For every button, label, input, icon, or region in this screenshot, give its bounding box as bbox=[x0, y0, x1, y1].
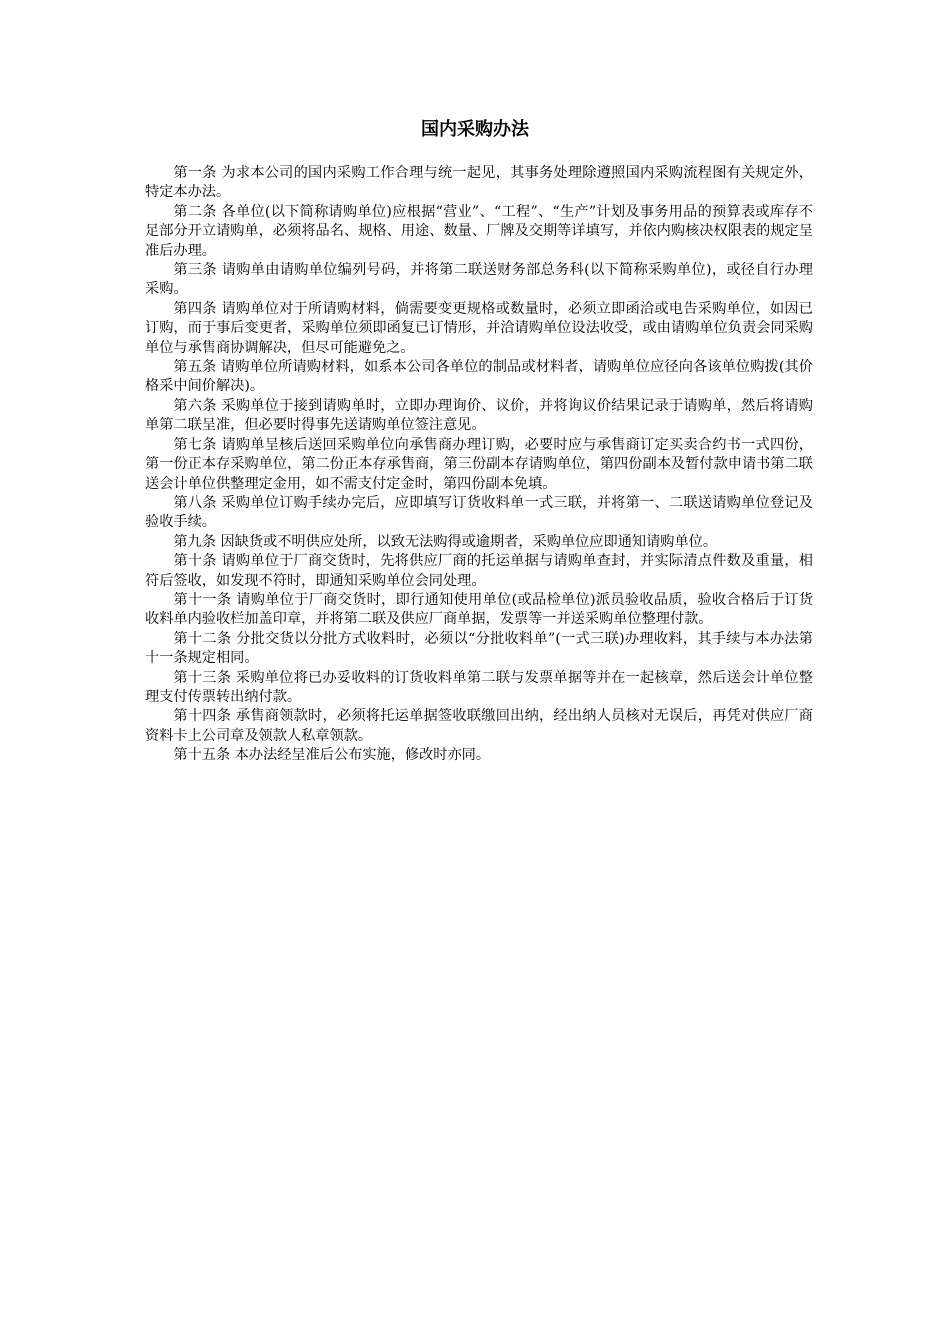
article-7: 第七条 请购单呈核后送回采购单位向承售商办理订购，必要时应与承售商订定买卖合约书一式四份，第一份正本存采购单位，第二份正本存承售商，第三份副本存请购单位，第四份副本及暂付款申请书第二联送会计单位供整理定金用，如不需支付定金时，第四份副本免填。 bbox=[145, 436, 813, 492]
document-body bbox=[145, 164, 813, 766]
article-8: 第八条 采购单位订购手续办完后，应即填写订货收料单一式三联，并将第一、二联送请购单位登记及验收手续。 bbox=[145, 494, 813, 531]
article-10: 第十条 请购单位于厂商交货时，先将供应厂商的托运单据与请购单查封，并实际清点件数及重量，相符后签收，如发现不符时，即通知采购单位会同处理。 bbox=[145, 553, 813, 589]
article-15: 第十五条 本办法经呈准后公布实施，修改时亦同。 bbox=[173, 747, 491, 764]
article-2: 第二条 各单位(以下简称请购单位)应根据“营业”、“工程”、“生产”计划及事务用品的预算表或库存不足部分开立请购单，必须将品名、规格、用途、数量、厂牌及交期等详填写，并依内购核决权限表的规定呈准后办理。 bbox=[145, 203, 813, 259]
article-6: 第六条 采购单位于接到请购单时，立即办理询价、议价，并将询议价结果记录于请购单，然后将请购单第二联呈准，但必要时得事先送请购单位签注意见。 bbox=[145, 397, 813, 434]
article-12: 第十二条 分批交货以分批方式收料时，必须以“分批收料单”(一式三联)办理收料，其手续与本办法第十一条规定相同。 bbox=[145, 630, 813, 667]
article-4: 第四条 请购单位对于所请购材料，倘需要变更规格或数量时，必须立即函洽或电告采购单位，如因已订购，而于事后变更者，采购单位须即函复已订情形，并洽请购单位设法收受，或由请购单位负责会同采购单位与承售商协调解决，但尽可能避免之。 bbox=[145, 300, 813, 356]
document-title: 国内采购办法 bbox=[421, 119, 529, 140]
article-9: 第九条 因缺货或不明供应处所，以致无法购得或逾期者，采购单位应即通知请购单位。 bbox=[173, 533, 718, 550]
article-13: 第十三条 采购单位将已办妥收料的订货收料单第二联与发票单据等并在一起核章，然后送会计单位整理支付传票转出纳付款。 bbox=[145, 669, 813, 705]
article-14: 第十四条 承售商领款时，必须将托运单据签收联缴回出纳，经出纳人员核对无误后，再凭对供应厂商资料卡上公司章及领款人私章领款。 bbox=[145, 708, 813, 744]
article-1: 第一条 为求本公司的国内采购工作合理与统一起见，其事务处理除遵照国内采购流程图有关规定外，特定本办法。 bbox=[145, 165, 813, 201]
article-3: 第三条 请购单由请购单位编列号码，并将第二联送财务部总务科(以下简称采购单位)，或径自行办理采购。 bbox=[145, 262, 813, 298]
article-11: 第十一条 请购单位于厂商交货时，即行通知使用单位(或品检单位)派员验收品质，验收合格后于订货收料单内验收栏加盖印章，并将第二联及供应厂商单据，发票等一并送采购单位整理付款。 bbox=[145, 591, 813, 628]
article-5: 第五条 请购单位所请购材料，如系本公司各单位的制品或材料者，请购单位应径向各该单位购拨(其价格采中间价解决)。 bbox=[145, 359, 813, 395]
